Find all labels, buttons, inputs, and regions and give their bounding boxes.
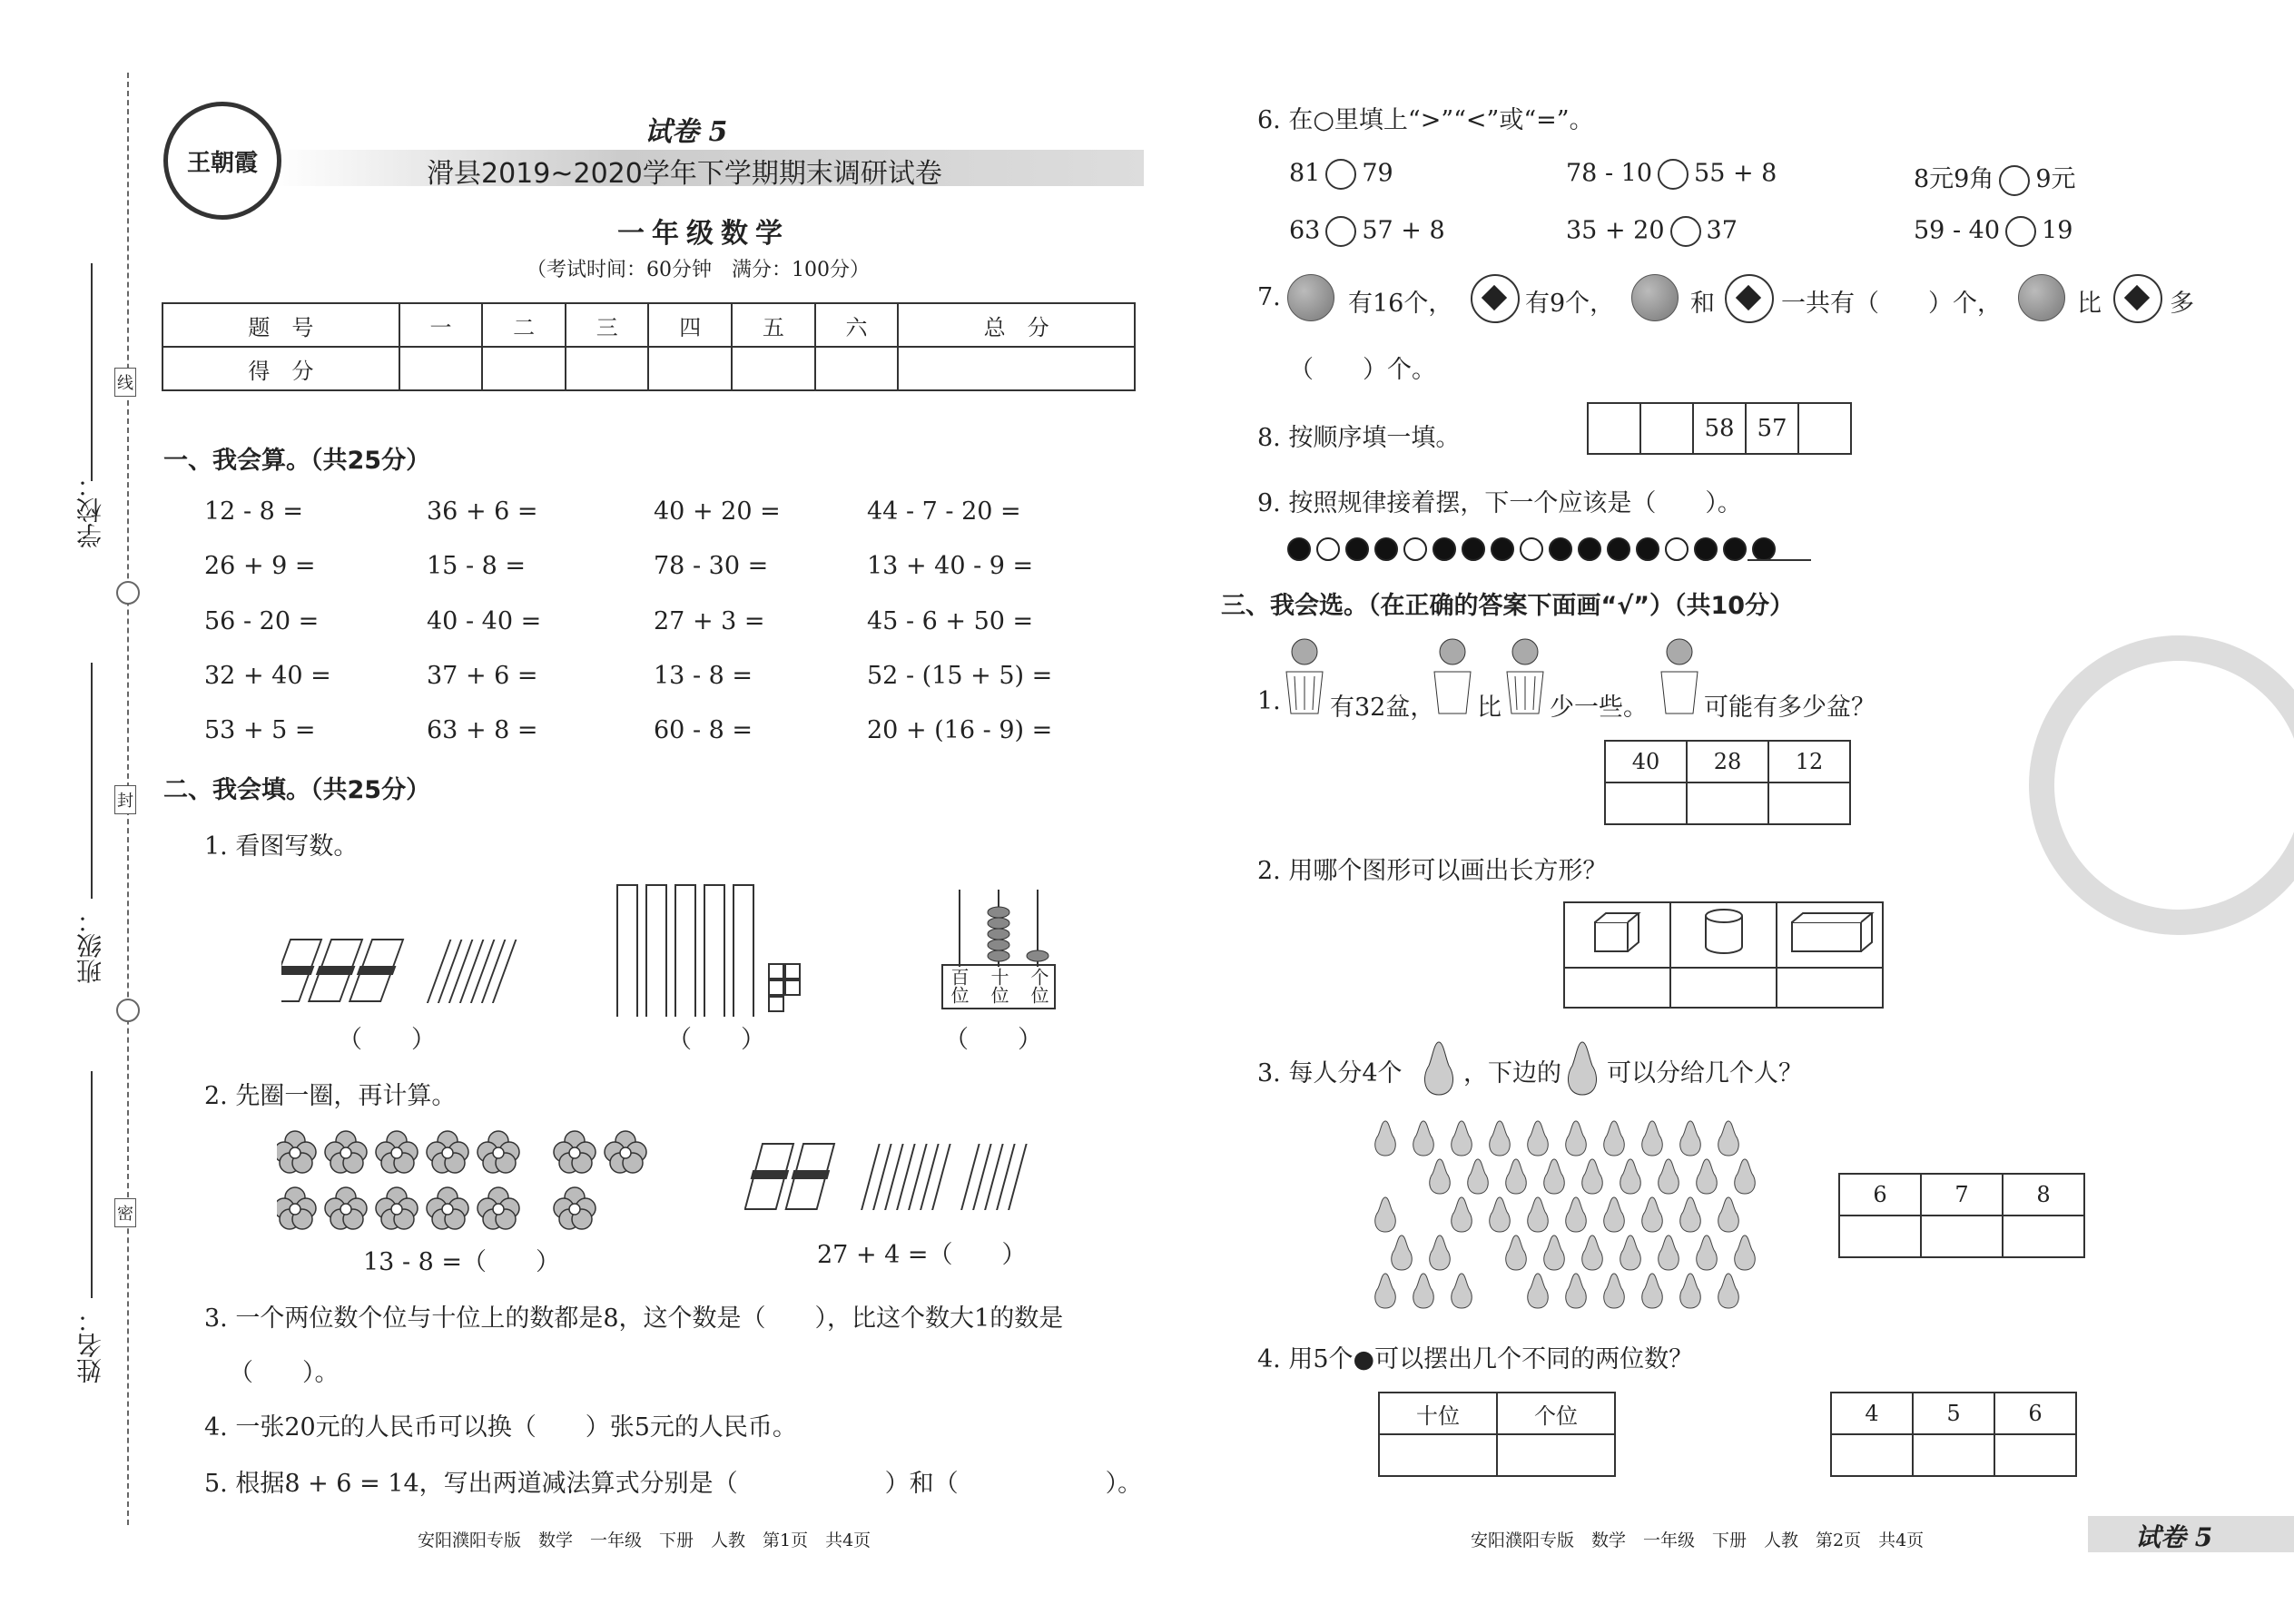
- option-check-cell[interactable]: [1605, 782, 1687, 824]
- c3-text: 3. 每人分4个: [1257, 1059, 1403, 1088]
- pear-icon: [1528, 1121, 1549, 1156]
- pear-icon: [1582, 1235, 1603, 1270]
- score-header: 五: [732, 303, 815, 347]
- basketball-icon: [2018, 274, 2065, 321]
- filled-dot: [1549, 537, 1572, 561]
- score-cell[interactable]: [898, 347, 1135, 390]
- name-label: 姓名：: [75, 1307, 105, 1383]
- option-shape: [1777, 902, 1883, 968]
- place-cell[interactable]: [1497, 1434, 1615, 1476]
- q7-text[interactable]: 一共有（ ）个，: [1781, 290, 2002, 318]
- potted-plant-icon: [1282, 635, 1327, 717]
- pear-icon: [1620, 1235, 1641, 1270]
- c1-text: 比: [1477, 694, 1501, 722]
- hollow-dot: [1665, 537, 1689, 561]
- name-blank: [91, 1071, 93, 1298]
- pear-icon: [1413, 1121, 1434, 1156]
- pear-icon: [1566, 1121, 1587, 1156]
- hollow-dot: [1520, 537, 1543, 561]
- potted-plant-icon: [1502, 635, 1548, 717]
- footer-right: 安阳濮阳专版 数学 一年级 下册 人教 第2页 共4页: [1471, 1530, 1925, 1550]
- pear-icon: [1430, 1235, 1451, 1270]
- compare-circle[interactable]: [1658, 159, 1689, 190]
- potted-plant-icon: [1430, 635, 1475, 717]
- compare-item: 59 - 40 19: [1914, 216, 2072, 247]
- basketball-icon: [1631, 274, 1679, 321]
- q1-label: 1. 看图写数。: [204, 832, 359, 861]
- calc-item: 12 - 8 =: [204, 497, 304, 526]
- option-check-cell[interactable]: [1687, 782, 1768, 824]
- score-cell[interactable]: [482, 347, 566, 390]
- place-header: 十位: [1379, 1393, 1497, 1434]
- pear-icon: [1582, 1159, 1603, 1194]
- pear-icon: [1452, 1197, 1472, 1232]
- sequence-cell[interactable]: [1588, 403, 1640, 454]
- c3-text: 可以分给几个人？: [1607, 1059, 1803, 1088]
- filled-dot: [1491, 537, 1514, 561]
- pears-group-image: [1362, 1117, 1779, 1316]
- pear-icon: [1416, 1035, 1462, 1098]
- compare-circle[interactable]: [1325, 159, 1356, 190]
- option-value: 4: [1831, 1393, 1913, 1434]
- score-header: 总 分: [898, 303, 1135, 347]
- filled-dot: [1607, 537, 1630, 561]
- compare-circle[interactable]: [1999, 165, 2030, 196]
- filled-dot: [1694, 537, 1718, 561]
- abacus-label: 十位: [988, 968, 1009, 1004]
- pear-icon: [1697, 1159, 1718, 1194]
- q2-label: 2. 先圈一圈，再计算。: [204, 1082, 457, 1110]
- class-blank: [91, 663, 93, 899]
- c1-num: 1.: [1257, 687, 1281, 715]
- q2a-expr[interactable]: 13 - 8 =（ ）: [363, 1248, 561, 1276]
- section2-title: 二、我会填。（共25分）: [163, 776, 431, 804]
- calc-item: 60 - 8 =: [654, 716, 753, 744]
- filled-dot: [1374, 537, 1398, 561]
- section3-title: 三、我会选。（在正确的答案下面画“√”）（共10分）: [1221, 592, 1795, 620]
- filled-dot: [1578, 537, 1601, 561]
- abacus-label: 个位: [1028, 968, 1049, 1004]
- option-value: 6: [1994, 1393, 2076, 1434]
- cube-icon: [1590, 910, 1645, 955]
- pear-icon: [1642, 1197, 1663, 1232]
- score-header: 四: [648, 303, 732, 347]
- flowers-image: [277, 1130, 663, 1235]
- compare-item: 81 79: [1289, 159, 1393, 190]
- score-row-label: 得 分: [162, 347, 399, 390]
- calc-item: 40 - 40 =: [427, 607, 542, 635]
- pear-icon: [1413, 1274, 1434, 1308]
- pear-icon: [1718, 1274, 1739, 1308]
- pear-icon: [1452, 1274, 1472, 1308]
- compare-circle[interactable]: [1670, 216, 1701, 247]
- calc-item: 36 + 6 =: [427, 497, 538, 526]
- filled-dot: [1462, 537, 1485, 561]
- pear-icon: [1544, 1235, 1565, 1270]
- place-value-table: [1378, 1392, 1616, 1477]
- sequence-cell: 58: [1693, 403, 1746, 454]
- score-header: 三: [566, 303, 649, 347]
- score-header: 二: [482, 303, 566, 347]
- compare-circle[interactable]: [2005, 216, 2036, 247]
- score-cell[interactable]: [732, 347, 815, 390]
- pear-icon: [1604, 1274, 1625, 1308]
- school-blank: [91, 263, 93, 481]
- calc-item: 53 + 5 =: [204, 716, 316, 744]
- c1-text: 少一些。: [1550, 694, 1648, 722]
- option-check-cell[interactable]: [2003, 1216, 2084, 1257]
- pear-icon: [1375, 1274, 1396, 1308]
- footer-left: 安阳濮阳专版 数学 一年级 下册 人教 第1页 共4页: [418, 1530, 871, 1550]
- c4-options-table: [1830, 1392, 2077, 1477]
- score-header: 一: [399, 303, 483, 347]
- option-check-cell[interactable]: [1768, 782, 1850, 824]
- calc-item: 44 - 7 - 20 =: [867, 497, 1021, 526]
- sequence-table: [1587, 402, 1852, 455]
- option-value: 7: [1921, 1174, 2003, 1216]
- pear-icon: [1659, 1235, 1679, 1270]
- soccer-ball-icon: [2113, 274, 2162, 323]
- q8-label: 8. 按顺序填一填。: [1257, 424, 1461, 452]
- sequence-cell[interactable]: [1798, 403, 1851, 454]
- compare-item: 78 - 10 55 + 8: [1566, 159, 1777, 190]
- pear-icon: [1680, 1197, 1701, 1232]
- publisher-logo: [163, 102, 281, 220]
- pear-icon: [1697, 1235, 1718, 1270]
- score-cell[interactable]: [648, 347, 732, 390]
- pear-icon: [1544, 1159, 1565, 1194]
- filled-dot: [1287, 537, 1311, 561]
- pear-icon: [1642, 1121, 1663, 1156]
- pear-icon: [1659, 1159, 1679, 1194]
- calc-item: 32 + 40 =: [204, 662, 331, 690]
- calc-item: 26 + 9 =: [204, 552, 316, 580]
- class-label: 班级：: [75, 908, 105, 984]
- calc-item: 45 - 6 + 50 =: [867, 607, 1034, 635]
- option-shape: [1564, 902, 1670, 968]
- score-cell[interactable]: [399, 347, 483, 390]
- c1-text: 可能有多少盆？: [1704, 694, 1876, 722]
- filled-dot: [1433, 537, 1456, 561]
- compare-circle[interactable]: [1325, 216, 1356, 247]
- q7-text: 有16个，: [1348, 290, 1453, 318]
- score-header: 题 号: [162, 303, 399, 347]
- calc-item: 78 - 30 =: [654, 552, 769, 580]
- place-cell[interactable]: [1379, 1434, 1497, 1476]
- pear-icon: [1528, 1197, 1549, 1232]
- option-check-cell[interactable]: [1564, 968, 1670, 1008]
- pear-icon: [1718, 1121, 1739, 1156]
- c2-label: 2. 用哪个图形可以画出长方形？: [1257, 857, 1608, 885]
- hollow-dot: [1403, 537, 1427, 561]
- sticks-bundles-image: [281, 930, 527, 1012]
- filled-dot: [1345, 537, 1369, 561]
- pear-icon: [1642, 1274, 1663, 1308]
- abacus-label: 百位: [948, 968, 970, 1004]
- score-cell[interactable]: [566, 347, 649, 390]
- pear-icon: [1566, 1197, 1587, 1232]
- q6-label: 6. 在○里填上“>”“<”或“=”。: [1257, 106, 1594, 134]
- pear-icon: [1680, 1274, 1701, 1308]
- scissors-icon: [116, 999, 140, 1022]
- footer-badge: 试卷 5: [2135, 1522, 2213, 1552]
- cuboid-icon: [1785, 910, 1876, 955]
- pear-icon: [1604, 1121, 1625, 1156]
- option-value: 12: [1768, 741, 1850, 782]
- calc-item: 13 - 8 =: [654, 662, 753, 690]
- option-check-cell[interactable]: [1921, 1216, 2003, 1257]
- pear-icon: [1392, 1235, 1413, 1270]
- c1-options-table: [1604, 740, 1851, 825]
- answer-blank[interactable]: （ ）: [944, 1026, 1042, 1054]
- calc-item: 15 - 8 =: [427, 552, 527, 580]
- q7-text: 多: [2170, 290, 2194, 318]
- q2b-expr[interactable]: 27 + 4 =（ ）: [817, 1241, 1027, 1269]
- pear-icon: [1430, 1159, 1451, 1194]
- potted-plant-icon: [1657, 635, 1702, 717]
- c1-text: 有32盆，: [1330, 694, 1435, 722]
- q3-text-cont[interactable]: （ ）。: [229, 1359, 340, 1387]
- school-label: 学校：: [75, 472, 105, 548]
- hollow-dot: [1316, 537, 1340, 561]
- q4-text[interactable]: 4. 一张20元的人民币可以换（ ）张5元的人民币。: [204, 1413, 797, 1442]
- q7-text: 比: [2077, 290, 2102, 318]
- pear-icon: [1560, 1035, 1605, 1098]
- option-value: 5: [1913, 1393, 1994, 1434]
- option-value: 28: [1687, 741, 1768, 782]
- option-value: 40: [1605, 741, 1687, 782]
- scissors-icon: [116, 581, 140, 605]
- seal-mark: 封: [114, 785, 136, 814]
- c3-text: ，下边的: [1463, 1059, 1561, 1088]
- pear-icon: [1735, 1159, 1756, 1194]
- option-value: 8: [2003, 1174, 2084, 1216]
- pear-icon: [1452, 1121, 1472, 1156]
- score-table: [162, 302, 1136, 391]
- pear-icon: [1528, 1274, 1549, 1308]
- pear-icon: [1680, 1121, 1701, 1156]
- cubes-image: [613, 881, 812, 1017]
- pear-icon: [1718, 1197, 1739, 1232]
- option-value: 6: [1839, 1174, 1921, 1216]
- pear-icon: [1468, 1159, 1489, 1194]
- calc-item: 40 + 20 =: [654, 497, 781, 526]
- score-header: 六: [815, 303, 899, 347]
- option-check-cell[interactable]: [1777, 968, 1883, 1008]
- soccer-ball-icon: [1471, 274, 1520, 323]
- calc-item: 37 + 6 =: [427, 662, 538, 690]
- compare-item: 35 + 20 37: [1566, 216, 1738, 247]
- calc-item: 20 + (16 - 9) =: [867, 716, 1053, 744]
- filled-dot: [1723, 537, 1747, 561]
- option-check-cell[interactable]: [1839, 1216, 1921, 1257]
- calc-item: 63 + 8 =: [427, 716, 538, 744]
- compare-item: 63 57 + 8: [1289, 216, 1445, 247]
- filled-dot: [1752, 537, 1776, 561]
- pear-icon: [1490, 1121, 1511, 1156]
- answer-blank[interactable]: （ ）: [338, 1026, 436, 1054]
- q9-label: 9. 按照规律接着摆，下一个应该是（ ）。: [1257, 489, 1742, 517]
- secret-seal-watermark: [2029, 635, 2294, 935]
- option-shape: [1670, 902, 1777, 968]
- mi-mark: 密: [114, 1198, 136, 1227]
- pattern-dots: [1287, 537, 1781, 561]
- option-check-cell[interactable]: [1994, 1434, 2076, 1476]
- subject-title: 一年级数学: [617, 218, 790, 250]
- c4-label: 4. 用5个●可以摆出几个不同的两位数？: [1257, 1345, 1694, 1373]
- option-check-cell[interactable]: [1670, 968, 1777, 1008]
- sequence-cell[interactable]: [1640, 403, 1693, 454]
- pear-icon: [1375, 1197, 1396, 1232]
- place-header: 个位: [1497, 1393, 1615, 1434]
- calc-item: 13 + 40 - 9 =: [867, 552, 1034, 580]
- q3-text[interactable]: 3. 一个两位数个位与十位上的数都是8，这个数是（ ），比这个数大1的数是: [204, 1304, 1064, 1333]
- line-mark: 线: [114, 368, 136, 397]
- pear-icon: [1506, 1159, 1527, 1194]
- pear-icon: [1566, 1274, 1587, 1308]
- sequence-cell: 57: [1746, 403, 1798, 454]
- answer-blank[interactable]: （ ）: [667, 1026, 765, 1054]
- q7-text-cont[interactable]: （ ）个。: [1289, 356, 1436, 384]
- basketball-icon: [1287, 274, 1334, 321]
- q5-text[interactable]: 5. 根据8 + 6 = 14，写出两道减法算式分别是（ ）和（ ）。: [204, 1470, 1143, 1498]
- c2-options-table: [1563, 901, 1884, 1009]
- pear-icon: [1735, 1235, 1756, 1270]
- pear-icon: [1620, 1159, 1641, 1194]
- option-check-cell[interactable]: [1913, 1434, 1994, 1476]
- compare-item: 8元9角 9元: [1914, 159, 2076, 196]
- q7-text: 有9个，: [1525, 290, 1615, 318]
- pear-icon: [1375, 1121, 1396, 1156]
- score-cell[interactable]: [815, 347, 899, 390]
- pear-icon: [1506, 1235, 1527, 1270]
- filled-dot: [1636, 537, 1659, 561]
- q7-text: 和: [1690, 290, 1715, 318]
- series-label: 试卷 5: [645, 116, 728, 148]
- pear-icon: [1490, 1197, 1511, 1232]
- exam-info: （考试时间：60分钟 满分：100分）: [527, 259, 870, 281]
- q7-num: 7.: [1257, 283, 1281, 311]
- exam-title: 滑县2019~2020学年下学期期末调研试卷: [427, 158, 942, 190]
- cylinder-icon: [1697, 907, 1751, 958]
- option-check-cell[interactable]: [1831, 1434, 1913, 1476]
- pear-icon: [1604, 1197, 1625, 1232]
- pattern-answer-blank[interactable]: [1748, 559, 1811, 561]
- soccer-ball-icon: [1725, 274, 1774, 323]
- calc-item: 27 + 3 =: [654, 607, 765, 635]
- logo-text: 王朝霞: [186, 149, 258, 177]
- calc-item: 52 - (15 + 5) =: [867, 662, 1053, 690]
- section1-title: 一、我会算。（共25分）: [163, 447, 431, 475]
- sticks-image: [744, 1139, 1071, 1221]
- calc-item: 56 - 20 =: [204, 607, 320, 635]
- c3-options-table: [1838, 1173, 2085, 1258]
